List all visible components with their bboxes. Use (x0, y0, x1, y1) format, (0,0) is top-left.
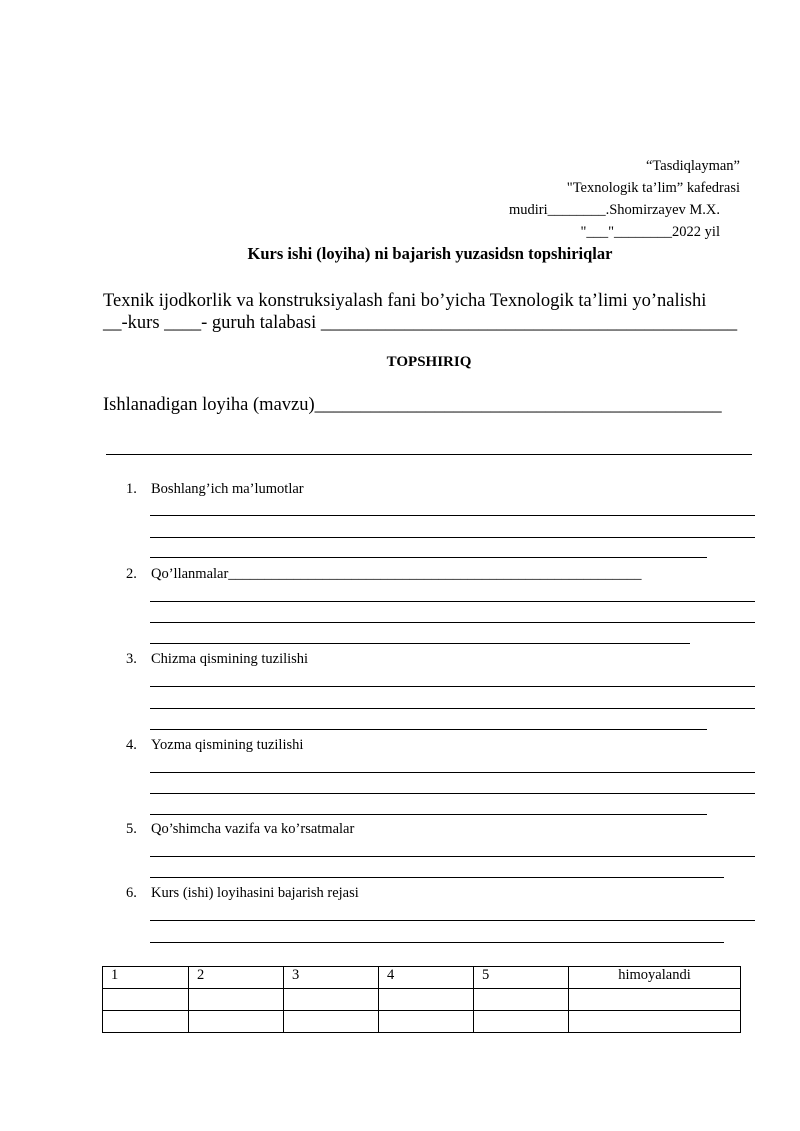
item-label-5: Qo’shimcha vazifa va ko’rsatmalar (151, 821, 355, 837)
item-number-1: 1. (126, 481, 137, 497)
topic-fill-line (106, 454, 752, 455)
item-number-5: 5. (126, 821, 137, 837)
item-2-fill-line (150, 601, 755, 602)
table-cell (189, 989, 284, 1011)
item-5-fill-line (150, 856, 755, 857)
item-number-4: 4. (126, 737, 137, 753)
approval-line-4: "___"________2022 yil (580, 224, 720, 240)
table-cell (569, 989, 741, 1011)
item-2-fill-line (150, 643, 690, 644)
table-cell (284, 1011, 379, 1033)
table-cell (379, 1011, 474, 1033)
table-header-cell: 1 (103, 967, 189, 989)
topic-label: Ishlanadigan loyiha (mavzu)____________________________________________ (103, 395, 722, 415)
intro-line-1: Texnik ijodkorlik va konstruksiyalash fani bo’yicha Texnologik ta’limi yo’nalishi (103, 291, 707, 311)
item-6-fill-line (150, 920, 755, 921)
table-cell (103, 1011, 189, 1033)
item-4-fill-line (150, 814, 707, 815)
table-row (103, 1011, 741, 1033)
table-cell (189, 1011, 284, 1033)
intro-line-2: __-kurs ____- guruh talabasi _____________________________________________ (103, 313, 738, 333)
item-label-3: Chizma qismining tuzilishi (151, 651, 309, 667)
table-cell (103, 989, 189, 1011)
document-title: Kurs ishi (loyiha) ni bajarish yuzasidsn topshiriqlar (247, 244, 613, 263)
item-number-6: 6. (126, 885, 137, 901)
item-label-4: Yozma qismining tuzilishi (151, 737, 304, 753)
item-3-fill-line (150, 686, 755, 687)
plan-table (102, 966, 741, 1033)
item-number-2: 2. (126, 566, 137, 582)
item-1-fill-line (150, 515, 755, 516)
table-header-cell: 2 (189, 967, 284, 989)
table-header-cell: himoyalandi (569, 967, 741, 989)
item-6-fill-line (150, 942, 724, 943)
approval-line-3: mudiri________.Shomirzayev M.X. (508, 202, 720, 218)
table-header-row (103, 967, 741, 989)
item-5-fill-line (150, 877, 724, 878)
item-1-fill-line (150, 537, 755, 538)
task-heading: TOPSHIRIQ (386, 354, 472, 370)
table-cell (569, 1011, 741, 1033)
table-header-cell: 4 (379, 967, 474, 989)
item-label-1: Boshlang’ich ma’lumotlar (151, 481, 304, 497)
table-cell (284, 989, 379, 1011)
item-4-fill-line (150, 772, 755, 773)
approval-line-2: "Texnologik ta’lim” kafedrasi (566, 180, 740, 196)
item-3-fill-line (150, 708, 755, 709)
item-2-fill-line (150, 622, 755, 623)
item-number-3: 3. (126, 651, 137, 667)
table-header-cell: 3 (284, 967, 379, 989)
item-label-6: Kurs (ishi) loyihasini bajarish rejasi (151, 885, 359, 901)
table-header-cell: 5 (474, 967, 569, 989)
item-label-2: Qo’llanmalar_________________________________________________________ (151, 566, 642, 582)
table-cell (379, 989, 474, 1011)
table-cell (474, 1011, 569, 1033)
table-cell (474, 989, 569, 1011)
item-4-fill-line (150, 793, 755, 794)
approval-line-1: “Tasdiqlayman” (645, 158, 740, 174)
item-1-fill-line (150, 557, 707, 558)
table-row (103, 989, 741, 1011)
item-3-fill-line (150, 729, 707, 730)
